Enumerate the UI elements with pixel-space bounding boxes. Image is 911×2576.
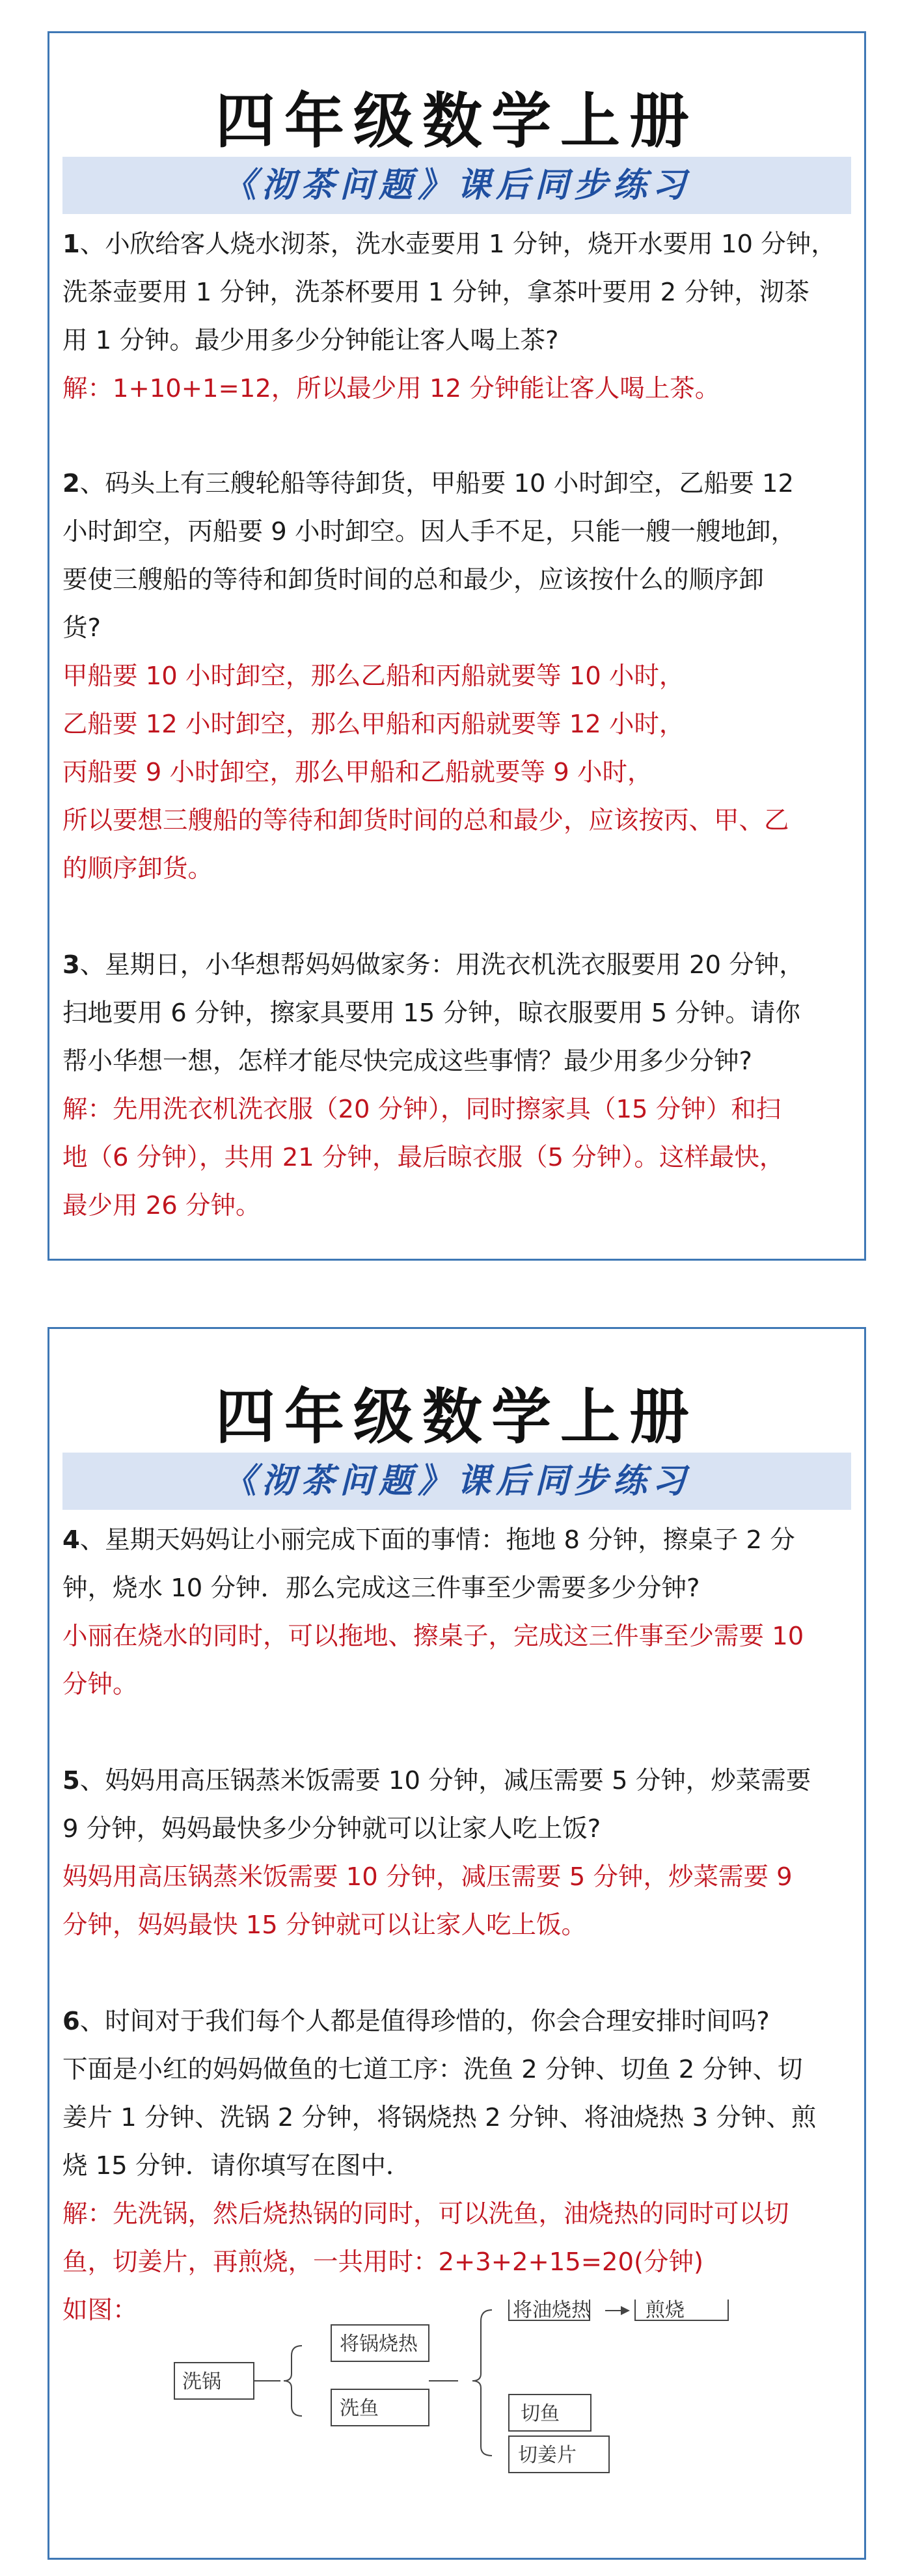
answer-2-line-3: 丙船要 9 小时卸空，那么甲船和乙船就要等 9 小时， [62,758,653,787]
page-title: 四年级数学上册 [215,86,698,156]
subtitle-banner: 《沏茶问题》课后同步练习 [62,1453,851,1510]
problem-3-line-1: 3、星期日，小华想帮妈妈做家务：用洗衣机洗衣服要用 20 分钟， [62,950,804,980]
answer-4-line-2: 分钟。 [62,1670,138,1699]
problem-3 [62,941,852,1230]
problem-1-line-3: 用 1 分钟。最少用多少分钟能让客人喝上茶? [62,326,559,355]
problem-1-line-1: 1、小欣给客人烧水沏茶，洗水壶要用 1 分钟，烧开水要用 10 分钟， [62,230,836,259]
problem-1 [62,221,852,413]
problem-6-number: 6 [62,2007,80,2036]
problem-2-line-2: 小时卸空，丙船要 9 小时卸空。因人手不足，只能一艘一艘地卸， [62,517,796,546]
label-fry: 煎烧 [646,2299,685,2322]
problem-6-line-3: 姜片 1 分钟、洗锅 2 分钟，将锅烧热 2 分钟、将油烧热 3 分钟、煎 [62,2103,817,2132]
label-cut-fish: 切鱼 [521,2402,560,2425]
arrow-icon [621,2306,630,2315]
problem-5-line-1: 5、妈妈用高压锅蒸米饭需要 10 分钟，减压需要 5 分钟，炒菜需要 [62,1766,811,1795]
problem-3-line-3: 帮小华想一想，怎样才能尽快完成这些事情？最少用多少分钟? [62,1047,752,1076]
worksheet-card-2 [48,1327,866,2560]
answer-6-line-2: 鱼，切姜片，再煎烧，一共用时：2+3+2+15=20(分钟) [62,2247,704,2277]
problem-2-number: 2 [62,469,80,498]
answer-4-line-1: 小丽在烧水的同时，可以拖地、擦桌子，完成这三件事至少需要 10 [62,1622,804,1651]
right-brace [472,2310,492,2456]
problem-3-line-2: 扫地要用 6 分钟，擦家具要用 15 分钟，晾衣服要用 5 分钟。请你 [62,999,800,1028]
problem-2-line-1: 2、码头上有三艘轮船等待卸货，甲船要 10 小时卸空，乙船要 12 [62,469,794,498]
problem-6-line-4: 烧 15 分钟．请你填写在图中． [62,2151,411,2180]
problem-4-line-1: 4、星期天妈妈让小丽完成下面的事情：拖地 8 分钟，擦桌子 2 分 [62,1525,795,1555]
answer-5-line-2: 分钟，妈妈最快 15 分钟就可以让家人吃上饭。 [62,1911,586,1940]
problem-4-number: 4 [62,1525,80,1555]
process-flow-diagram [49,1329,864,2558]
problem-5-number: 5 [62,1766,80,1795]
problem-4-line-2: 钟，烧水 10 分钟．那么完成这三件事至少需要多少分钟? [62,1574,700,1603]
answer-3-line-3: 最少用 26 分钟。 [62,1191,261,1220]
worksheet-card-1 [48,31,866,1261]
problem-2 [62,460,852,893]
problem-1-line-2: 洗茶壶要用 1 分钟，洗茶杯要用 1 分钟，拿茶叶要用 2 分钟，沏茶 [62,278,809,307]
answer-6-line-3: 如图： [62,2296,138,2325]
label-heat-oil: 将油烧热 [513,2299,591,2322]
left-brace [284,2346,302,2416]
label-cut-ginger: 切姜片 [518,2444,577,2467]
answer-2-line-1: 甲船要 10 小时卸空，那么乙船和丙船就要等 10 小时， [62,662,685,691]
problem-1-number: 1 [62,230,80,259]
answer-5-line-1: 妈妈用高压锅蒸米饭需要 10 分钟，减压需要 5 分钟，炒菜需要 9 [62,1862,793,1892]
answer-2-line-4: 所以要想三艘船的等待和卸货时间的总和最少，应该按丙、甲、乙 [62,806,789,835]
answer-3-line-1: 解：先用洗衣机洗衣服（20 分钟），同时擦家具（15 分钟）和扫 [62,1095,782,1124]
page-title: 四年级数学上册 [215,1382,698,1452]
problem-6-line-1: 6、时间对于我们每个人都是值得珍惜的，你会合理安排时间吗? [62,2007,770,2036]
problem-5-line-2: 9 分钟，妈妈最快多少分钟就可以让家人吃上饭? [62,1814,601,1844]
label-wash-pot: 洗锅 [182,2370,221,2393]
answer-6-line-1: 解：先洗锅，然后烧热锅的同时，可以洗鱼，油烧热的同时可以切 [62,2199,789,2229]
answer-2-line-5: 的顺序卸货。 [62,854,213,883]
problem-6-line-2: 下面是小红的妈妈做鱼的七道工序：洗鱼 2 分钟、切鱼 2 分钟、切 [62,2055,803,2084]
subtitle-banner: 《沏茶问题》课后同步练习 [62,157,851,214]
problem-2-line-3: 要使三艘船的等待和卸货时间的总和最少，应该按什么的顺序卸 [62,565,765,595]
label-wash-fish: 洗鱼 [340,2397,379,2420]
problem-3-number: 3 [62,950,80,980]
answer-2-line-2: 乙船要 12 小时卸空，那么甲船和丙船就要等 12 小时， [62,710,685,739]
problem-2-line-4: 货? [62,613,101,643]
answer-3-line-2: 地（6 分钟），共用 21 分钟，最后晾衣服（5 分钟）。这样最快， [62,1143,785,1172]
answer-1-line-1: 解：1+10+1=12，所以最少用 12 分钟能让客人喝上茶。 [62,374,720,403]
label-heat-pot: 将锅烧热 [340,2333,418,2355]
